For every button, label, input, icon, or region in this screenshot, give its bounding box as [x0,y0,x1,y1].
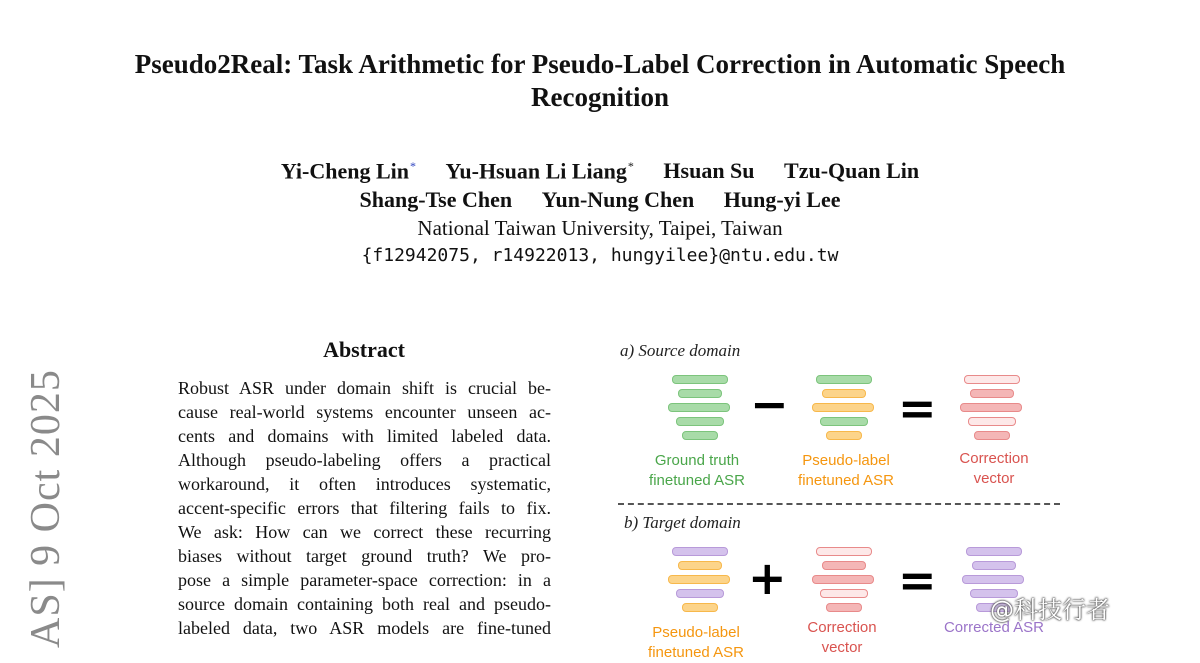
abstract-heading: Abstract [323,337,405,362]
pseudo-label-asr-stack [812,375,874,445]
caption-ground-truth: Ground truth finetuned ASR [649,452,745,489]
abstract-body [178,376,551,640]
abstract-line: source domain containing both real and pseudo- [178,594,551,614]
author-name: Shang-Tse Chen [359,187,513,213]
abstract-line: pose a simple parameter-space correction: in a [178,570,551,590]
abstract-line: cause real-world systems encounter unseen ac- [178,402,551,422]
minus-operator: − [750,377,789,431]
author-line-2 [0,185,1200,214]
affiliation: National Taiwan University, Taipei, Taiwan [417,216,783,241]
paper-title: Pseudo2Real: Task Arithmetic for Pseudo-Label Correction in Automatic Speech Recognition [134,49,1066,112]
author-name: Tzu-Quan Lin [784,158,920,184]
author-name: Yi-Cheng Lin* [280,158,417,184]
caption-correction-vector: Correction vector [959,450,1029,487]
target-correction-vector-stack [812,547,874,617]
abstract-line: biases without target ground truth? We pro- [178,546,551,566]
caption-target-correction-vector: Correction vector [807,619,877,656]
ground-truth-asr-stack [668,375,730,445]
abstract-line: workaround, it often introduces systematic, [178,474,551,494]
author-line-1 [0,152,1200,185]
abstract-line: labeled data, two ASR models are fine-tuned [178,618,551,638]
source-domain-label: a) Source domain [620,341,741,360]
target-pseudo-label-stack [668,547,730,617]
arxiv-side-stamp: AS] 9 Oct 2025 [23,369,69,648]
target-domain-label: b) Target domain [624,513,741,532]
author-name: Hsuan Su [663,158,755,184]
author-name: Yu-Hsuan Li Liang* [445,158,634,184]
equals-operator-target: = [898,553,937,607]
domain-divider [618,503,1060,505]
abstract-line: Robust ASR under domain shift is crucial be- [178,378,551,398]
author-name: Hung-yi Lee [723,187,841,213]
author-emails: {f12942075, r14922013, hungyilee}@ntu.edu.tw [361,245,839,267]
watermark-text: @科技行者 [990,596,1110,624]
abstract-line: accent-specific errors that filtering fails to fix. [178,498,551,518]
equals-operator: = [898,381,937,435]
caption-corrected-asr: Corrected ASR [943,619,1045,636]
plus-operator: + [748,551,787,605]
caption-target-pseudo-label: Pseudo-label finetuned ASR [648,624,744,661]
author-block [0,152,1200,270]
abstract-line: Although pseudo-labeling offers a practical [178,450,551,470]
abstract-line: cents and domains with limited labeled data. [178,426,551,446]
correction-vector-stack [960,375,1022,445]
abstract-line: We ask: How can we correct these recurring [178,522,551,542]
caption-pseudo-label: Pseudo-label finetuned ASR [798,452,894,489]
author-name: Yun-Nung Chen [541,187,695,213]
